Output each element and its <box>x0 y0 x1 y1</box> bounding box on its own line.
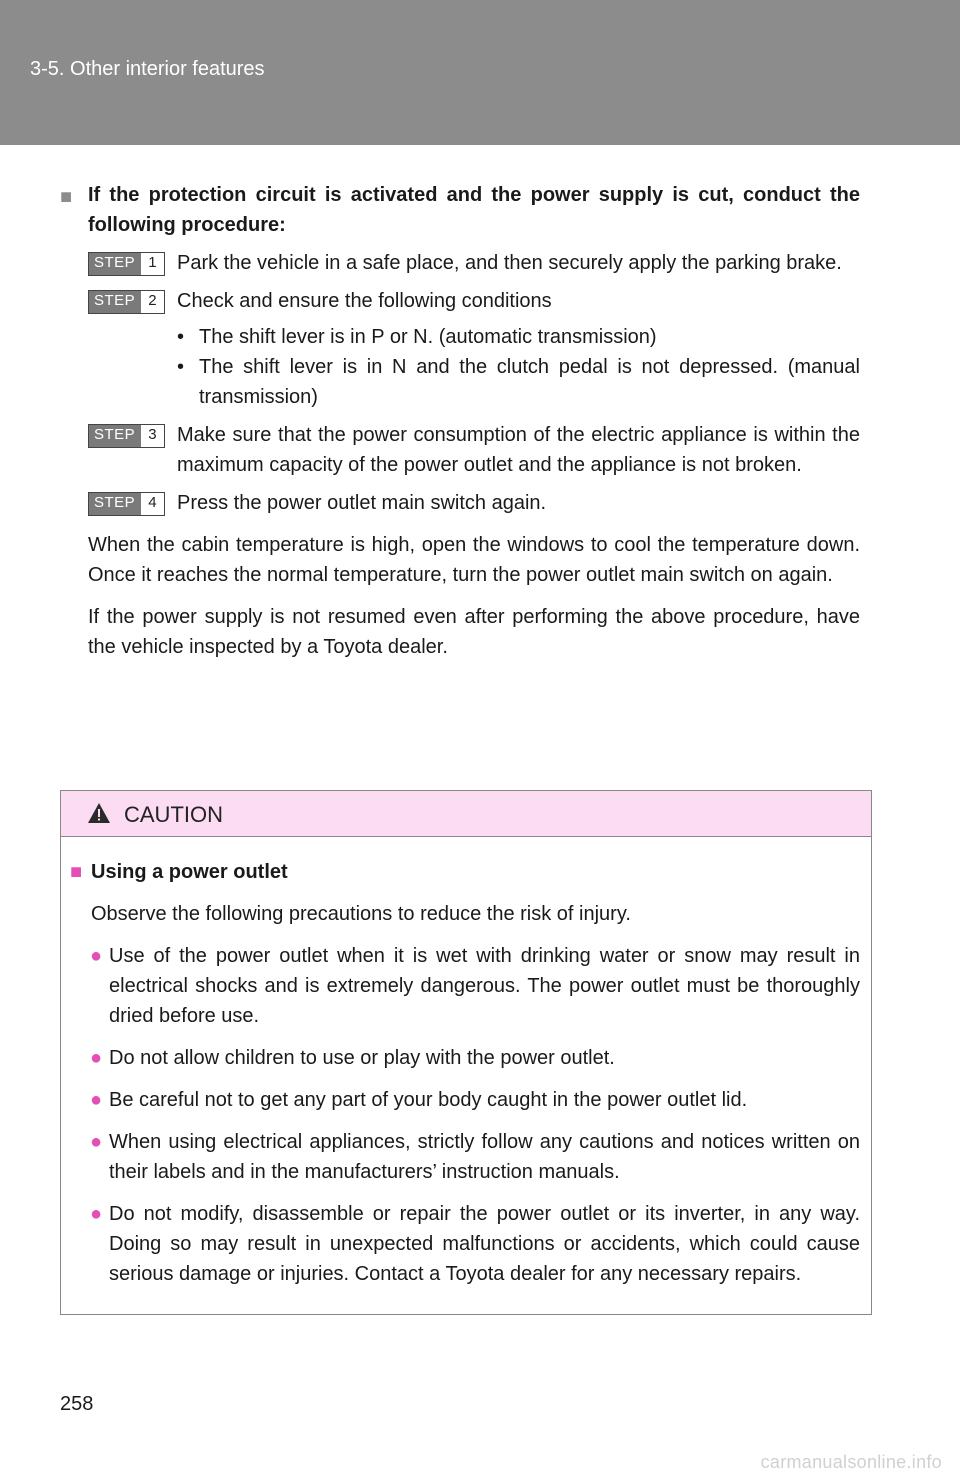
list-item: ● Do not modify, disassemble or repair the power outlet or its inverter, in any way. Doing so may result in unexpected malfunctions or accidents, which could cause serious damage or injuries. Contact a Toyota dealer for any necessary repairs. <box>70 1199 860 1289</box>
square-bullet-icon: ■ <box>60 186 73 208</box>
step-text: Park the vehicle in a safe place, and then securely apply the parking brake. <box>177 252 842 274</box>
step-4 <box>60 488 860 518</box>
warning-triangle-icon <box>87 802 111 824</box>
round-bullet-icon: ● <box>90 1047 103 1069</box>
round-bullet-icon: ● <box>90 1203 103 1225</box>
procedure-heading <box>60 180 860 240</box>
square-bullet-icon: ■ <box>70 861 83 883</box>
step-badge: STEP 1 <box>88 252 165 276</box>
caution-box <box>60 790 872 1315</box>
list-item: ● Use of the power outlet when it is wet with drinking water or snow may result in electrical shocks and is extremely dangerous. The power outlet must be thoroughly dried before use. <box>70 941 860 1031</box>
list-item: ● Be careful not to get any part of your body caught in the power outlet lid. <box>70 1085 860 1115</box>
step-2 <box>60 286 860 412</box>
list-item: ● When using electrical appliances, strictly follow any cautions and notices written on their labels and in the manufacturers’ instruction manuals. <box>70 1127 860 1187</box>
caution-header <box>61 791 871 837</box>
caution-body <box>61 837 871 1289</box>
list-item: • The shift lever is in N and the clutch pedal is not depressed. (manual transmission) <box>177 356 860 408</box>
list-item: ● Do not allow children to use or play with the power outlet. <box>70 1043 860 1073</box>
section-title: 3-5. Other interior features <box>30 58 265 80</box>
page-header <box>0 0 960 145</box>
watermark: carmanualsonline.info <box>760 1452 942 1472</box>
procedure-heading-text: If the protection circuit is activated and the power supply is cut, conduct the following procedure: <box>88 184 860 236</box>
round-bullet-icon: ● <box>90 1131 103 1153</box>
temperature-note: When the cabin temperature is high, open the windows to cool the temperature down. Once it reaches the normal temperature, turn the power outlet main switch on again. <box>88 534 860 586</box>
step-badge: STEP 3 <box>88 424 165 448</box>
dealer-note: If the power supply is not resumed even after performing the above procedure, have the vehicle inspected by a Toyota dealer. <box>88 606 860 658</box>
step-badge: STEP 4 <box>88 492 165 516</box>
caution-subheading: ■ Using a power outlet <box>70 857 860 887</box>
round-bullet-icon: ● <box>90 1089 103 1111</box>
step-text: Press the power outlet main switch again. <box>177 492 547 514</box>
step-text: Check and ensure the following conditions <box>177 290 552 312</box>
caution-intro: Observe the following precautions to reduce the risk of injury. <box>91 903 631 925</box>
round-bullet-icon: ● <box>90 945 103 967</box>
procedure-section <box>60 180 860 662</box>
step-3 <box>60 420 860 480</box>
step-1 <box>60 248 860 278</box>
step-text: Make sure that the power consumption of the electric appliance is within the maximum capacity of the power outlet and the appliance is not broken. <box>177 424 860 476</box>
list-item: • The shift lever is in P or N. (automatic transmission) <box>177 326 657 348</box>
caution-title: CAUTION <box>124 802 223 827</box>
step-badge: STEP 2 <box>88 290 165 314</box>
conditions-list <box>177 322 860 412</box>
page-number: 258 <box>60 1393 94 1415</box>
